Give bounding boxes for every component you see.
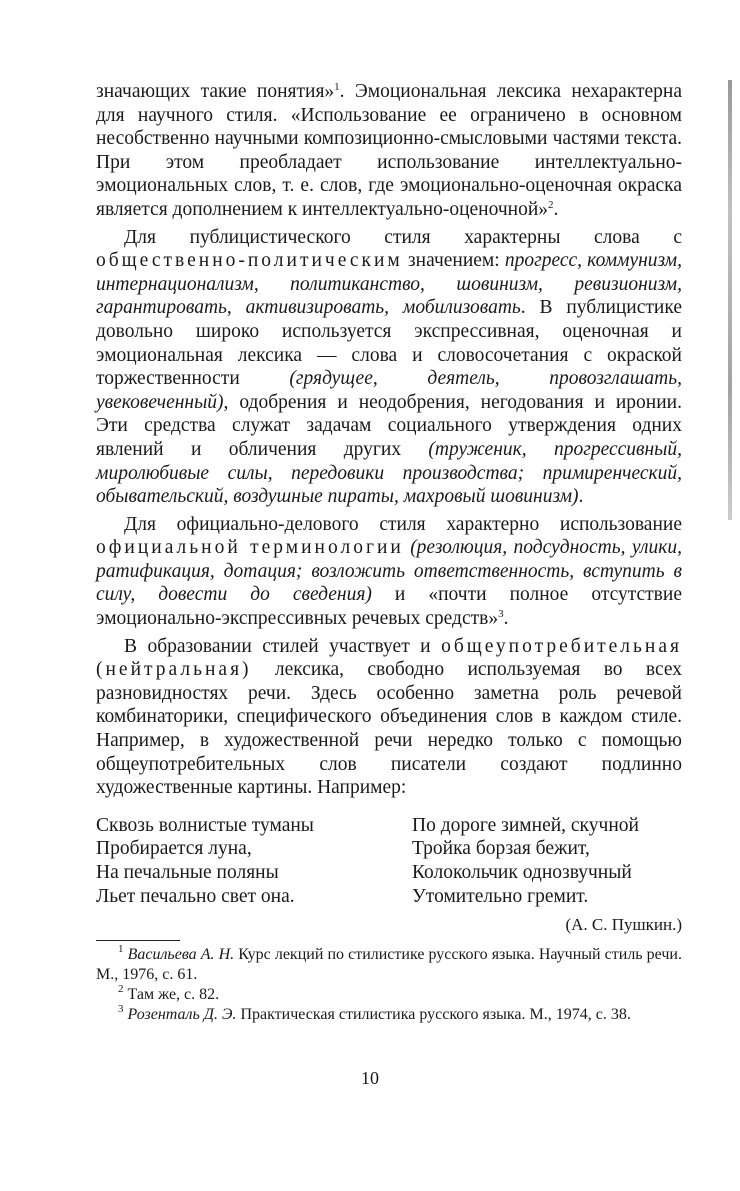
poem-line: На печальные поляны (96, 862, 279, 883)
p1-text: значающих такие понятия» (96, 81, 335, 102)
p2-spaced-term: общественно-политическим (96, 250, 403, 272)
p2-examples-3: (труженик, прогрессивный, миролюбивые силы, передовики производства; примиренческий, обывательский, воздушные пираты, махровый шовинизм) (96, 438, 682, 508)
p2-d: , одобрения и неодобрения, негодования и иронии. Эти средства служат задачам социального утверждения одних явлений и обличения других (96, 391, 682, 460)
page-number: 10 (361, 1068, 379, 1088)
footnote-mark: 1 (118, 943, 124, 956)
paragraph-2 (96, 226, 682, 509)
poem-right-column (412, 814, 682, 908)
poem-left-column (96, 814, 314, 908)
footnote-ref-1: 1 (334, 81, 340, 93)
footnote-1 (96, 945, 682, 985)
poem-line: Сквозь волнистые туманы (96, 814, 314, 836)
footnote-mark: 2 (118, 983, 124, 996)
footnote-ref-2: 2 (548, 198, 554, 211)
footnote-ref-3: 3 (498, 608, 504, 621)
page-body (96, 80, 682, 1025)
p3-a: Для официально-делового стиля характерно использование (124, 513, 682, 535)
paragraph-4 (96, 635, 682, 800)
p4-b: лексика, свободно используемая во всех разновидностях речи. Здесь особенно заметна роль речевой комбинаторики, специфического объединения слов в каждом стиле. Например, в художественной речи нередко только с помощью общеупотребительных слов писатели создают подлинно художественные картины. Например: (96, 659, 682, 799)
poem-line: Пробирается луна, (96, 838, 252, 860)
p2-a: Для публицистического стиля характерны слова с (124, 226, 682, 248)
footnote-3 (96, 1005, 682, 1025)
p1-text2: . Эмоциональная лексика нехарактерна для научного стиля. «Использование ее ограничено в основном несобственно научными композиционно-смысловыми частями текста. При этом преобладает использование интеллектуально-эмоциональных слов, т. е. слов, где эмоционально-оценочная окраска является дополнением к интеллектуально-оценочной» (96, 81, 682, 220)
p2-examples-2: (грядущее, деятель, провозглашать, увековеченный) (96, 368, 683, 413)
footnote-mark: 3 (118, 1003, 124, 1016)
p4-spaced-term: общеупотребительная (нейтральная) (96, 635, 682, 681)
p3-c: и «почти полное отсутствие эмоционально-экспрессивных речевых средств» (96, 584, 682, 630)
poem-line: По дороге зимней, скучной (412, 814, 639, 836)
footnote-author: Розенталь Д. Э. (127, 1006, 237, 1024)
poem-line: Колокольчик однозвучный (412, 862, 632, 883)
footnote-text: Там же, с. 82. (123, 986, 220, 1004)
p2-e: . (578, 486, 584, 508)
poem-excerpt (96, 814, 682, 908)
p2-examples-1: прогресс, коммунизм, интернационализм, политиканство, шовинизм, ревизионизм, гарантировать, активизировать, мобилизовать (96, 250, 682, 319)
scan-edge-shadow (728, 80, 732, 520)
footnote-text: Курс лекций по стилистике русского языка. Научный стиль речи. М., 1976, с. 61. (96, 946, 682, 984)
footnote-text: Практическая стилистика русского языка. М., 1974, с. 38. (236, 1006, 631, 1024)
p4-a: В образовании стилей участвует и (124, 635, 442, 657)
p3-examples: (резолюция, подсудность, улики, ратификация, дотация; возложить ответственность, вступить в силу, довести до сведения) (96, 537, 682, 606)
poem-attribution: (А. С. Пушкин.) (565, 915, 682, 935)
paragraph-3 (96, 513, 682, 631)
p1-end: . (553, 198, 559, 220)
p2-b: значением: (402, 250, 505, 272)
poem-line: Тройка борзая бежит, (412, 838, 590, 860)
footnote-divider (96, 940, 180, 941)
footnote-2 (96, 985, 682, 1005)
footnote-author: Васильева А. Н. (127, 946, 235, 964)
poem-line: Льет печально свет она. (96, 885, 295, 907)
p2-c: . В публицистике довольно широко используется экспрессивная, оценочная и эмоциональная лексика — слова и словосочетания с окраской торжественности (96, 297, 682, 390)
paragraph-1 (96, 80, 682, 222)
p3-d: . (503, 608, 509, 630)
p3-spaced-term: официальной терминологии (96, 537, 404, 559)
poem-line: Утомительно гремит. (412, 885, 589, 907)
